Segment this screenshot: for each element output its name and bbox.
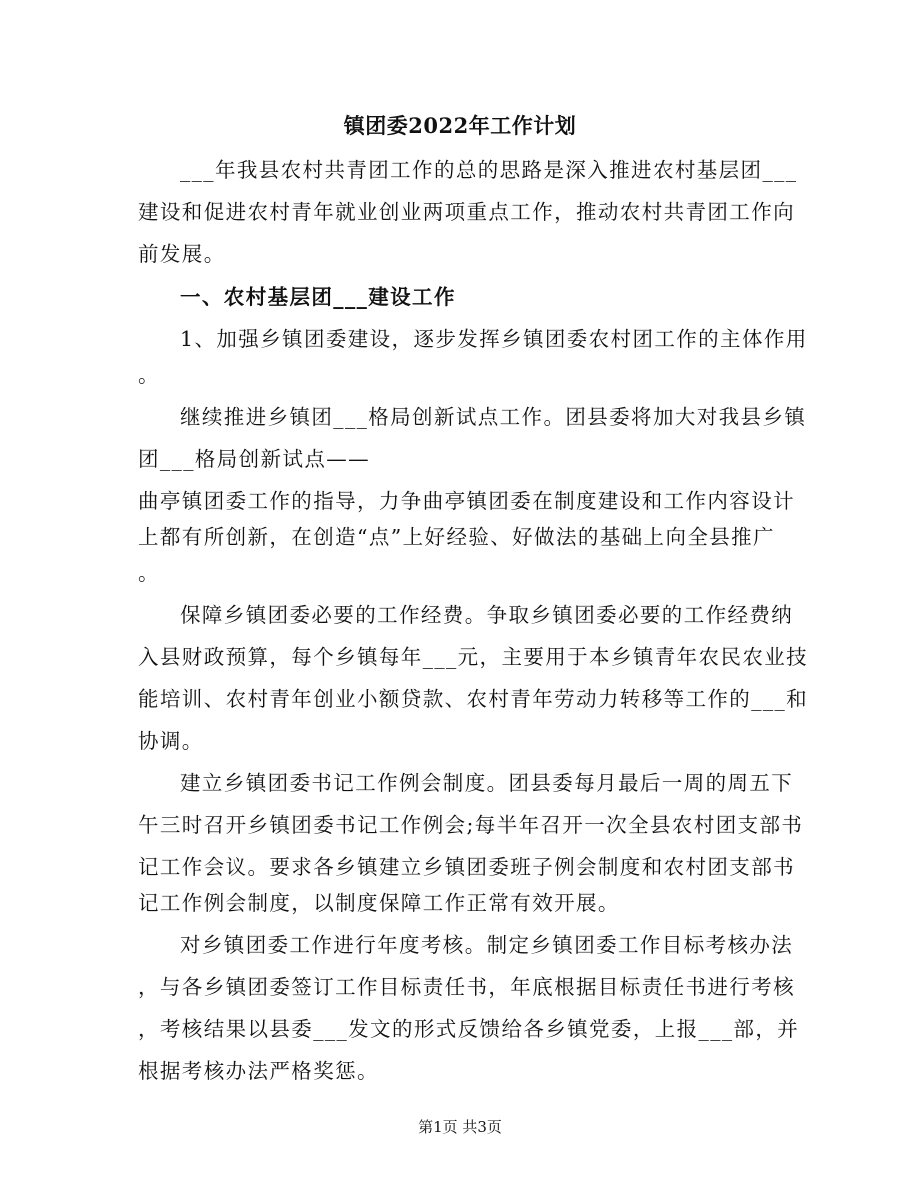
paragraph-line: 继续推进乡镇团___格局创新试点工作。团县委将加大对我县乡镇 <box>180 405 807 429</box>
paragraph-line: 曲亭镇团委工作的指导，力争曲亭镇团委在制度建设和工作内容设计 <box>138 489 795 513</box>
paragraph-line: 根据考核办法严格奖惩。 <box>138 1059 379 1083</box>
paragraph-line: 1、加强乡镇团委建设，逐步发挥乡镇团委农村团工作的主体作用 <box>180 327 808 351</box>
paragraph-line: 记工作会议。要求各乡镇建立乡镇团委班子例会制度和农村团支部书 <box>138 855 795 879</box>
paragraph-line: ，考核结果以县委___发文的形式反馈给各乡镇党委，上报___部，并 <box>138 1017 800 1041</box>
paragraph-line: 团___格局创新试点—— <box>138 447 371 471</box>
paragraph-line: 对乡镇团委工作进行年度考核。制定乡镇团委工作目标考核办法 <box>180 933 794 957</box>
document-title: 镇团委2022年工作计划 <box>343 113 577 138</box>
paragraph-line: 前发展。 <box>138 242 226 266</box>
paragraph-line: 上都有所创新，在创造“点”上好经验、好做法的基础上向全县推广 <box>138 525 775 549</box>
paragraph-line: 入县财政预算，每个乡镇每年___元，主要用于本乡镇青年农民农业技 <box>138 645 809 669</box>
paragraph-line: 。 <box>138 363 160 387</box>
paragraph-line: 建立乡镇团委书记工作例会制度。团县委每月最后一周的周五下 <box>180 771 794 795</box>
paragraph-line: ___年我县农村共青团工作的总的思路是深入推进农村基层团___ <box>180 158 798 182</box>
paragraph-line: 能培训、农村青年创业小额贷款、农村青年劳动力转移等工作的___和 <box>138 687 809 711</box>
paragraph-line: 记工作例会制度，以制度保障工作正常有效开展。 <box>138 891 620 915</box>
paragraph-line: 。 <box>138 561 160 585</box>
paragraph-line: ，与各乡镇团委签订工作目标责任书，年底根据目标责任书进行考核 <box>138 975 795 999</box>
paragraph-line: 保障乡镇团委必要的工作经费。争取乡镇团委必要的工作经费纳 <box>180 603 794 627</box>
page-number-footer: 第1页 共3页 <box>418 1118 502 1136</box>
paragraph-line: 午三时召开乡镇团委书记工作例会;每半年召开一次全县农村团支部书 <box>138 813 804 837</box>
paragraph-line: 协调。 <box>138 729 204 753</box>
paragraph-line: 建设和促进农村青年就业创业两项重点工作，推动农村共青团工作向 <box>138 200 795 224</box>
section-heading: 一、农村基层团___建设工作 <box>180 285 456 309</box>
